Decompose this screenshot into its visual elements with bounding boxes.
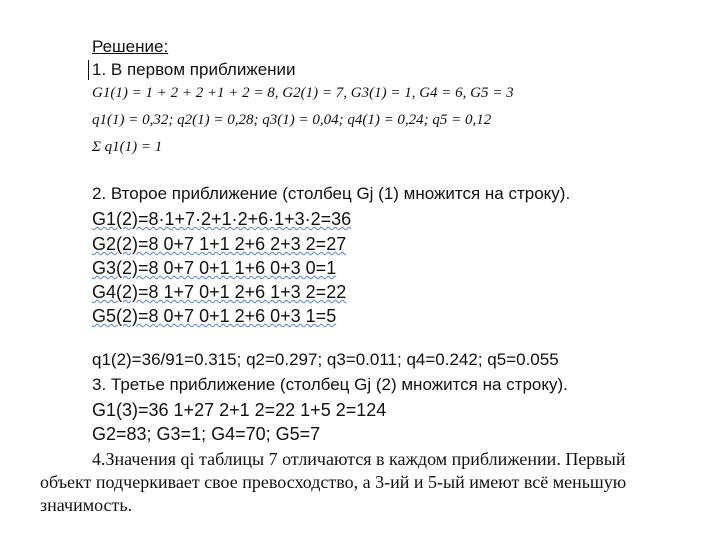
step2-line-g5: G5(2)=8 0+7 0+1 2+6 0+3 1=5 — [92, 306, 337, 326]
step2-line-g1: G1(2)=8·1+7·2+1·2+6·1+3·2=36 — [92, 209, 352, 229]
step2-line-g4: G4(2)=8 1+7 0+1 2+6 1+3 2=22 — [92, 282, 347, 302]
step3-line-g1: G1(3)=36 1+27 2+1 2=22 1+5 2=124 — [92, 400, 387, 420]
step1-q-values: q1(1) = 0,32; q2(1) = 0,28; q3(1) = 0,04; q4(1) = 0,24; q5 = 0,12 — [92, 112, 492, 128]
step4-line-3: значимость. — [40, 495, 133, 515]
step1-title: 1. В первом приближении — [92, 60, 296, 79]
step2-line-g2: G2(2)=8 0+7 1+1 2+6 2+3 2=27 — [92, 234, 347, 254]
step2-q-line: q1(2)=36/91=0.315; q2=0.297; q3=0.011; q4=0.242; q5=0.055 — [92, 350, 559, 369]
step1-sum: Σ q1(1) = 1 — [92, 139, 163, 155]
step2-title: 2. Второе приближение (столбец Gj (1) множится на строку). — [92, 184, 571, 203]
step3-title: 3. Третье приближение (столбец Gj (2) множится на строку). — [92, 375, 568, 394]
step2-line-g3: G3(2)=8 0+7 0+1 1+6 0+3 0=1 — [92, 258, 337, 278]
text-cursor — [88, 60, 89, 80]
step1-g-values: G1(1) = 1 + 2 + 2 +1 + 2 = 8, G2(1) = 7, G3(1) = 1, G4 = 6, G5 = 3 — [92, 85, 514, 101]
step4-line-2: объект подчеркивает свое превосходство, а 3-ий и 5-ый имеют всё меньшую — [40, 472, 627, 492]
solution-heading: Решение: — [92, 37, 169, 56]
step4-line-1: 4.Значения qi таблицы 7 отличаются в каждом приближении. Первый — [92, 449, 626, 469]
step3-line-g-rest: G2=83; G3=1; G4=70; G5=7 — [92, 424, 321, 444]
